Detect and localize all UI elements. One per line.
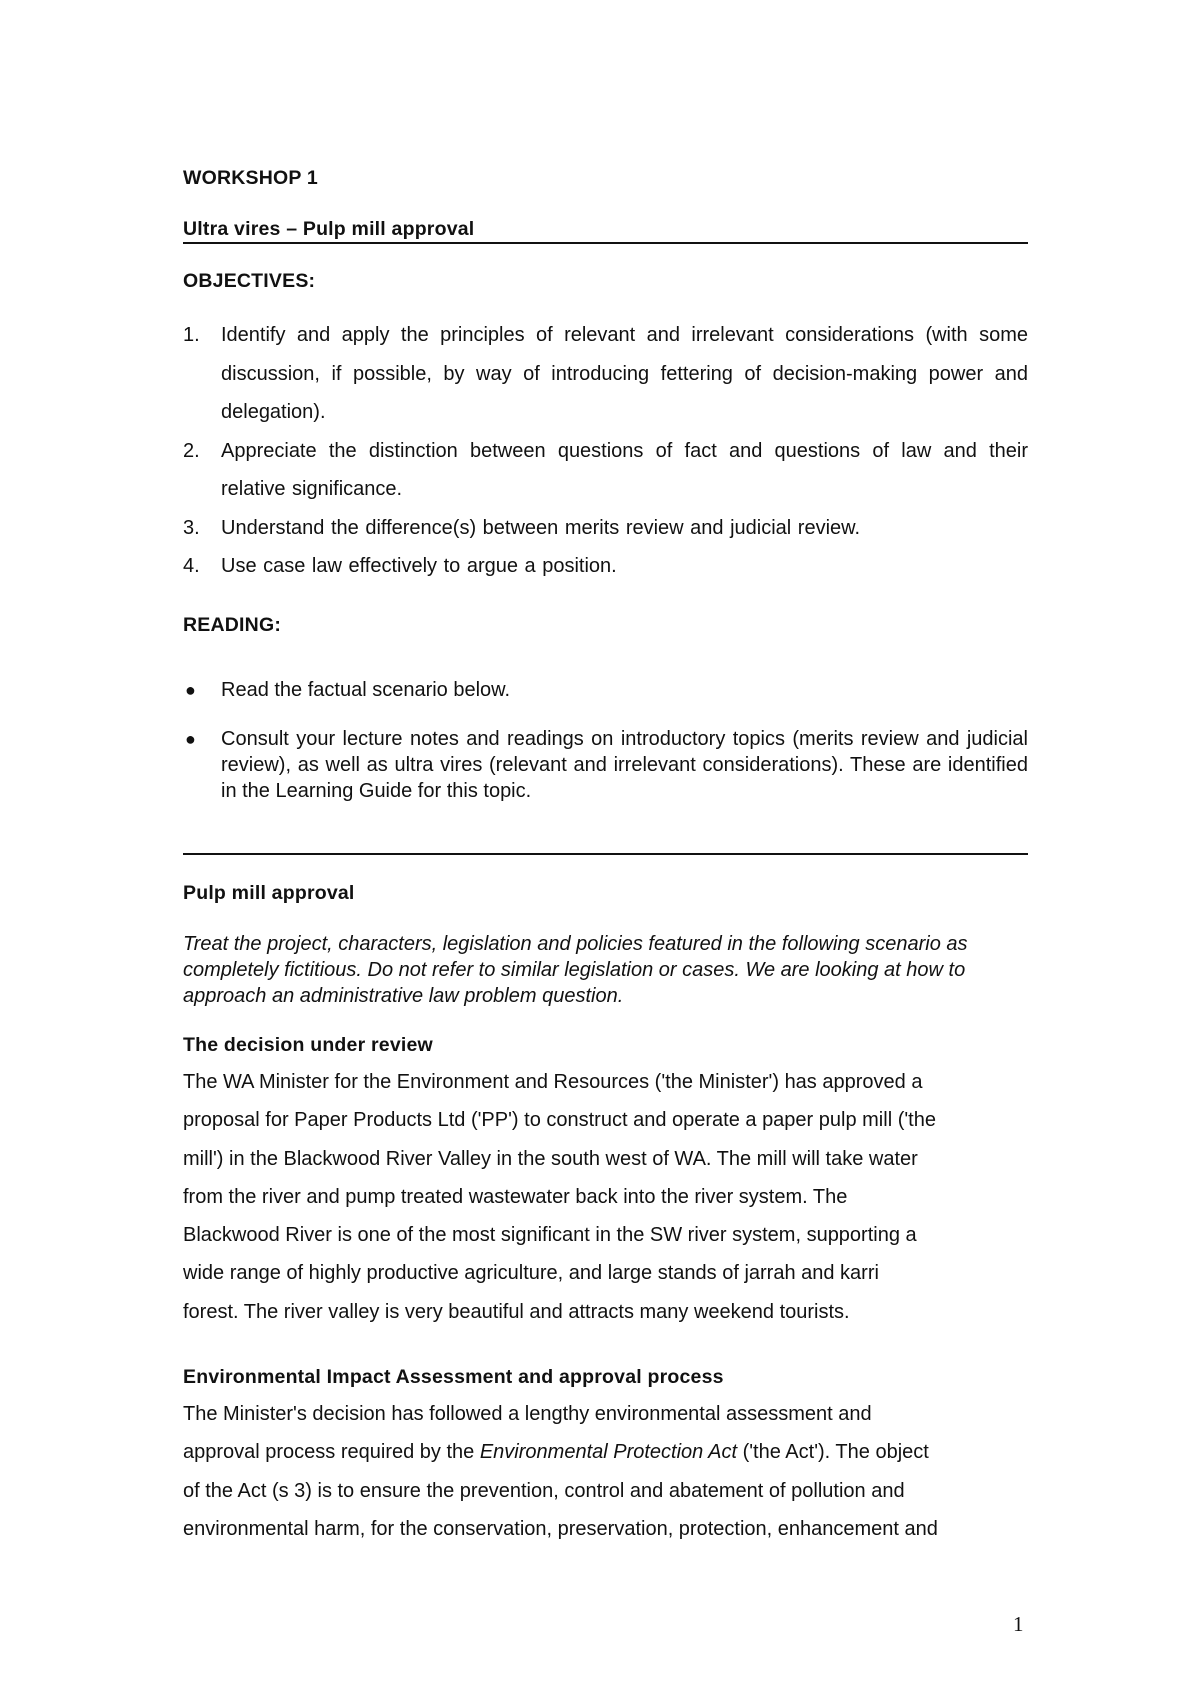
bullet-icon: ● — [185, 729, 196, 749]
bullet-icon: ● — [185, 680, 196, 700]
eia-heading: Environmental Impact Assessment and approval process — [183, 1366, 724, 1388]
objective-number: 3. — [183, 516, 200, 539]
objective-number: 4. — [183, 555, 200, 577]
objectives-list — [183, 316, 1028, 586]
objectives-heading: OBJECTIVES: — [183, 270, 316, 292]
decision-line: The WA Minister for the Environment and Resources ('the Minister') has approved a — [183, 1071, 923, 1093]
objective-item — [183, 509, 1028, 548]
page-number: 1 — [1013, 1612, 1024, 1636]
workshop-title: WORKSHOP 1 — [183, 167, 318, 189]
eia-line: of the Act (s 3) is to ensure the prevention, control and abatement of pollution and — [183, 1479, 905, 1502]
decision-line: proposal for Paper Products Ltd ('PP') to construct and operate a paper pulp mill ('the — [183, 1109, 936, 1132]
section-divider — [183, 853, 1028, 855]
eia-line: The Minister's decision has followed a lengthy environmental assessment and — [183, 1403, 872, 1425]
objective-number: 1. — [183, 324, 200, 346]
act-name: Environmental Protection Act — [479, 1441, 738, 1464]
scenario-disclaimer: Treat the project, characters, legislation and policies featured in the following scenario as completely fictitious. Do not refer to similar legislation or cases. We are looking at how to approach an administrative law problem question. — [183, 933, 968, 1007]
decision-line: forest. The river valley is very beautiful and attracts many weekend tourists. — [183, 1300, 850, 1323]
objective-item — [183, 547, 1028, 586]
decision-line: wide range of highly productive agriculture, and large stands of jarrah and karri — [183, 1262, 879, 1285]
decision-heading: The decision under review — [183, 1034, 433, 1056]
objective-item — [183, 316, 1028, 432]
topic-title: Ultra vires – Pulp mill approval — [183, 218, 475, 240]
eia-line — [183, 1433, 1028, 1471]
reading-list-continued — [183, 726, 1028, 804]
objective-item — [183, 432, 1028, 509]
reading-item — [183, 726, 1028, 804]
reading-item-text: Consult your lecture notes and readings on introductory topics (merits review and judicial review), as well as ultra vires (relevant and irrelevant considerations). These are identified in the Learning Guide for this topic. — [221, 728, 1028, 802]
eia-paragraph — [183, 1395, 1028, 1548]
decision-line: mill') in the Blackwood River Valley in the south west of WA. The mill will take water — [183, 1147, 918, 1170]
decision-line: from the river and pump treated wastewater back into the river system. The — [183, 1185, 848, 1208]
objective-text: Understand the difference(s) between merits review and judicial review. — [221, 516, 861, 539]
scenario-title: Pulp mill approval — [183, 882, 355, 904]
reading-list — [183, 677, 1028, 703]
reading-item-text: Read the factual scenario below. — [221, 679, 511, 701]
objective-number: 2. — [183, 439, 200, 462]
topic-underline — [183, 242, 1028, 244]
eia-line-text: ('the Act'). The object — [737, 1441, 929, 1464]
decision-paragraph — [183, 1063, 1028, 1331]
reading-heading: READING: — [183, 614, 282, 636]
decision-line: Blackwood River is one of the most significant in the SW river system, supporting a — [183, 1224, 917, 1247]
reading-item — [183, 677, 1028, 703]
objective-text: Identify and apply the principles of relevant and irrelevant considerations (with some discussion, if possible, by way of introducing fettering of decision-making power and delegation). — [221, 324, 1028, 423]
objective-text: Appreciate the distinction between questions of fact and questions of law and their relative significance. — [221, 439, 1028, 500]
objective-text: Use case law effectively to argue a position. — [221, 555, 617, 577]
eia-line: environmental harm, for the conservation, preservation, protection, enhancement and — [183, 1517, 938, 1540]
eia-line-text: approval process required by the — [183, 1441, 480, 1464]
